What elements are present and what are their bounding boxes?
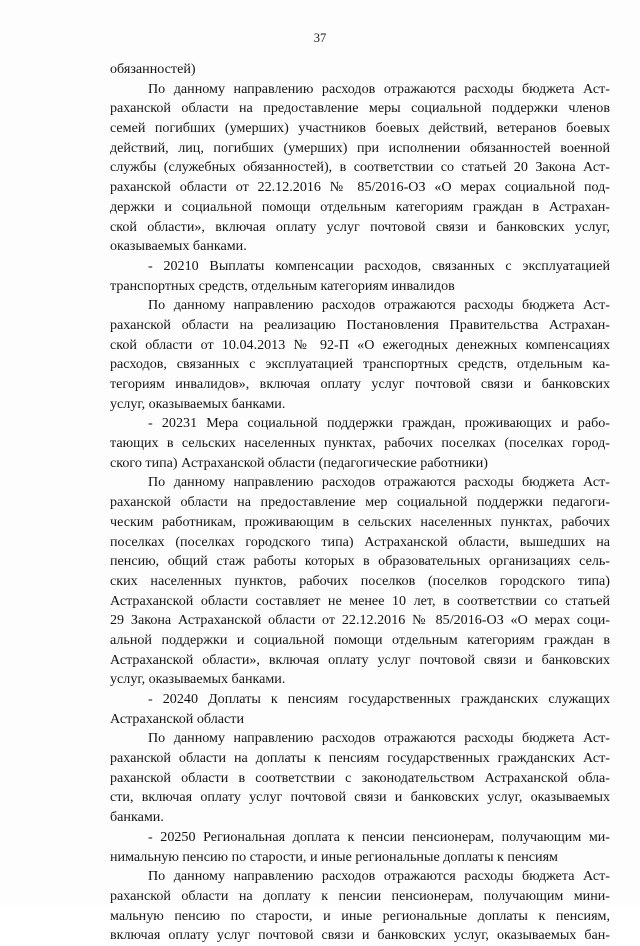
text-line: услуг, оказываемых банками. [110,671,286,688]
text-line: раханской области на предоставление мер социальной поддержки педагоги- [110,494,610,511]
text-line: ческим работникам, проживающим в сельских населенных пунктах, рабочих [110,513,610,530]
text-line: включая оплату услуг почтовой связи и банковских услуг, оказываемых бан- [110,927,610,944]
text-line: нимальную пенсию по старости, и иные региональные доплаты к пенсиям [110,848,558,865]
text-line: обязанностей) [110,61,196,77]
text-line: раханской области на доплаты к пенсиям государственных гражданских Аст- [110,750,610,767]
text-line: раханской области на реализацию Постановления Правительства Астрахан- [110,316,610,333]
text-line: По данному направлению расходов отражаются расходы бюджета Аст- [148,474,610,491]
text-line: По данному направлению расходов отражаются расходы бюджета Аст- [148,868,610,885]
text-line: транспортных средств, отдельным категориям инвалидов [110,277,455,294]
text-line: Астраханской области составляет не менее 10 лет, в соответствии со статьей [110,592,610,609]
text-line: пенсию, общий стаж работы которых в образовательных организациях сель- [110,553,610,570]
text-line: 29 Закона Астраханской области от 22.12.2016 № 85/2016-ОЗ «О мерах соци- [110,612,610,629]
text-line: По данному направлению расходов отражаются расходы бюджета Аст- [148,80,610,97]
text-line: По данному направлению расходов отражаются расходы бюджета Аст- [148,297,610,314]
text-line: сти, включая оплату услуг почтовой связи и банковских услуг, оказываемых [110,789,610,806]
text-line: действий, лиц, погибших (умерших) при исполнении обязанностей военной [110,139,610,156]
text-line: тегориям инвалидов», включая оплату услуг почтовой связи и банковских [110,376,610,392]
text-line: услуг, оказываемых банками. [110,395,286,412]
text-line: мальную пенсию по старости, и иные региональные доплаты к пенсиям, [110,907,610,924]
text-line: - 20210 Выплаты компенсации расходов, связанных с эксплуатацией [148,257,610,274]
text-line: тающих в сельских населенных пунктах, рабочих поселках (поселках город- [110,435,610,452]
text-line: раханской области на доплату к пенсии пенсионерам, получающим мини- [110,887,610,904]
document-body-text [110,60,610,946]
page-number: 37 [313,31,327,45]
text-line: Астраханской области [110,710,244,727]
text-line: ской области от 10.04.2013 № 92-П «О ежегодных денежных компенсациях [110,336,610,353]
text-line: раханской области в соответствии с законодательством Астраханской обла- [110,769,610,786]
text-line: По данному направлению расходов отражаются расходы бюджета Аст- [148,730,610,747]
text-line: Астраханской области», включая оплату услуг почтовой связи и банковских [110,651,610,668]
text-line: службы (служебных обязанностей), в соответствии со статьей 20 Закона Аст- [110,159,610,176]
text-line: ской области», включая оплату услуг почтовой связи и банковских услуг, [110,218,610,235]
text-line: банками. [110,809,164,826]
text-line: расходов, связанных с эксплуатацией транспортных средств, отдельным ка- [110,356,610,373]
text-line: раханской области на предоставление меры социальной поддержки членов [110,100,610,117]
text-line: семей погибших (умерших) участников боевых действий, ветеранов боевых [110,120,610,137]
text-line: оказываемых банками. [110,238,247,255]
text-line: альной поддержки и социальной помощи отдельным категориям граждан в [110,631,610,648]
text-line: раханской области от 22.12.2016 № 85/2016-ОЗ «О мерах социальной под- [110,179,610,196]
text-line: - 20240 Доплаты к пенсиям государственных гражданских служащих [148,691,610,707]
text-line: ского типа) Астраханской области (педагогические работники) [110,454,488,471]
text-line: ских населенных пунктов, рабочих поселков (поселков городского типа) [110,572,610,589]
text-line: держки и социальной помощи отдельным категориям граждан в Астрахан- [110,198,610,215]
text-line: - 20250 Региональная доплата к пенсии пенсионерам, получающим ми- [148,828,610,845]
text-line: поселках (поселках городского типа) Астраханской области, вышедших на [110,533,610,550]
text-line: - 20231 Мера социальной поддержки граждан, проживающих и рабо- [148,415,610,432]
